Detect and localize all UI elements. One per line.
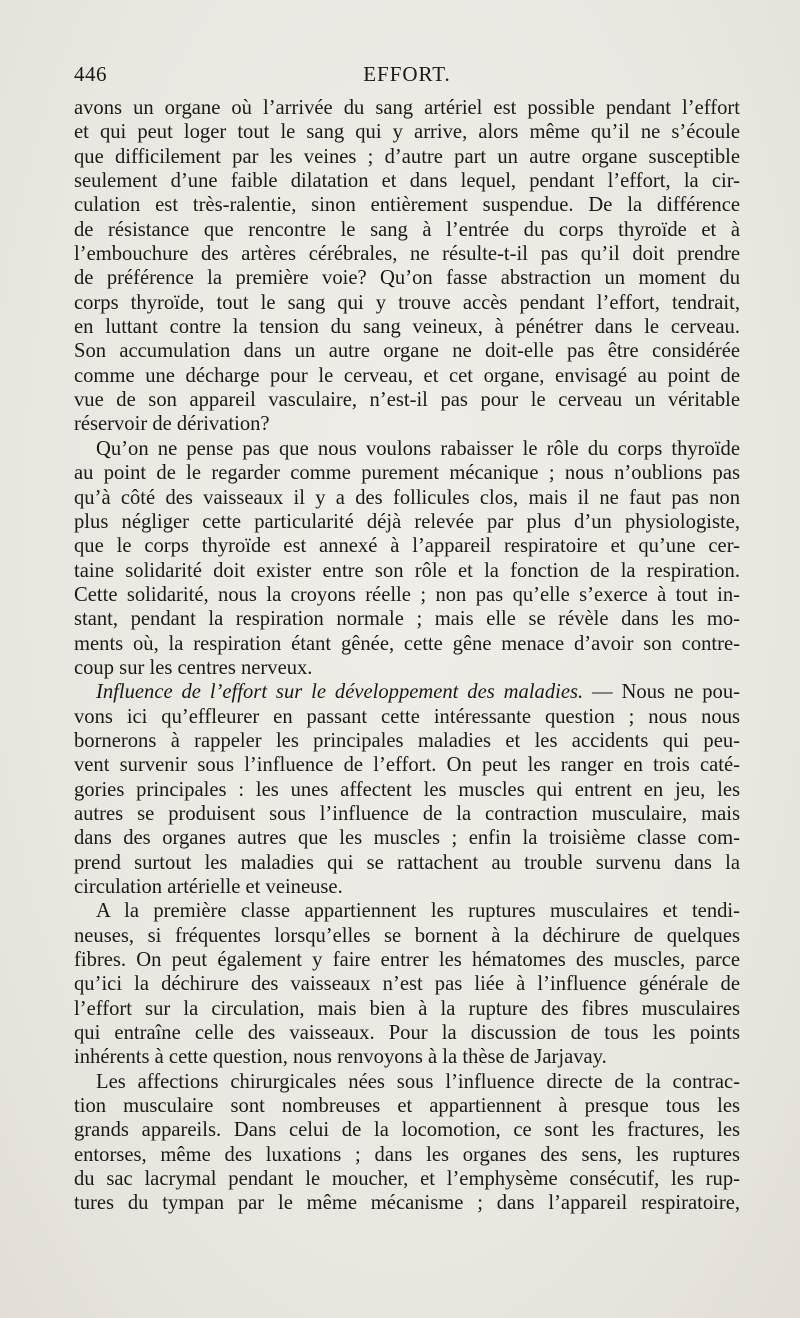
body-text <box>74 96 740 1216</box>
text-line: A la première classe appartiennent les ruptures musculaires et tendi- <box>96 900 740 923</box>
text-line: en luttant contre la tension du sang veineux, à pénétrer dans le cerveau. <box>74 316 740 339</box>
text-line: Les affections chirurgicales nées sous l’influence directe de la contrac- <box>96 1070 740 1093</box>
paragraph-3 <box>74 680 740 899</box>
text-line: du sac lacrymal pendant le moucher, et l’emphysème consécutif, les rup- <box>74 1168 740 1191</box>
text-line: tion musculaire sont nombreuses et appartiennent à presque tous les <box>74 1095 740 1118</box>
paragraph-1 <box>74 96 740 437</box>
running-title: EFFORT. <box>363 62 451 86</box>
text-line: tures du tympan par le même mécanisme ; dans l’appareil respiratoire, <box>74 1192 740 1215</box>
text-line: que difficilement par les veines ; d’autre part un autre organe susceptible <box>74 145 740 168</box>
text-line: culation est très-ralentie, sinon entièrement suspendue. De la différence <box>74 194 740 217</box>
page-number: 446 <box>74 62 107 86</box>
text-line: Cette solidarité, nous la croyons réelle ; non pas qu’elle s’exerce à tout in- <box>74 583 740 606</box>
text-line: seulement d’une faible dilatation et dans lequel, pendant l’effort, la cir- <box>74 170 740 193</box>
text-line: circulation artérielle et veineuse. <box>74 876 343 898</box>
text-line: qui entraîne celle des vaisseaux. Pour la discussion de tous les points <box>74 1022 740 1045</box>
text-line: ments où, la respiration étant gênée, cette gêne menace d’avoir son contre- <box>74 632 740 655</box>
text-line: Qu’on ne pense pas que nous voulons rabaisser le rôle du corps thyroïde <box>96 437 740 460</box>
text-line: vons ici qu’effleurer en passant cette intéressante question ; nous nous <box>74 705 740 728</box>
section-heading: Influence de l’effort sur le développement des maladies. <box>96 681 584 704</box>
text-line: l’effort sur la circulation, mais bien à la rupture des fibres musculaires <box>74 997 740 1020</box>
text-line: et qui peut loger tout le sang qui y arrive, alors même qu’il ne s’écoule <box>74 121 740 144</box>
text-line: Son accumulation dans un autre organe ne doit-elle pas être considérée <box>74 340 740 363</box>
text-line: au point de le regarder comme purement mécanique ; nous n’oublions pas <box>74 462 740 485</box>
paragraph-4 <box>74 899 740 1069</box>
text-line: de résistance que rencontre le sang à l’entrée du corps thyroïde et à <box>74 218 740 241</box>
text-line: vent survenir sous l’influence de l’effort. On peut les ranger en trois caté- <box>74 754 740 777</box>
heading-rest: — Nous ne pou- <box>583 681 740 704</box>
text-line: bornerons à rappeler les principales maladies et les accidents qui peu- <box>74 729 740 752</box>
text-line: qu’à côté des vaisseaux il y a des follicules clos, mais il ne faut pas non <box>74 486 740 509</box>
paragraph-5 <box>74 1070 740 1216</box>
page-header <box>74 60 740 90</box>
text-line: avons un organe où l’arrivée du sang artériel est possible pendant l’effort <box>74 97 740 119</box>
text-line: corps thyroïde, tout le sang qui y trouve accès pendant l’effort, tendrait, <box>74 291 740 314</box>
text-line: entorses, même des luxations ; dans les organes des sens, les ruptures <box>74 1143 740 1166</box>
text-line: neuses, si fréquentes lorsqu’elles se bornent à la déchirure de quelques <box>74 924 740 947</box>
text-line: que le corps thyroïde est annexé à l’appareil respiratoire et qu’une cer- <box>74 535 740 558</box>
text-line: plus négliger cette particularité déjà relevée par plus d’un physiologiste, <box>74 510 740 533</box>
text-line: prend surtout les maladies qui se rattachent au trouble survenu dans la <box>74 851 740 874</box>
text-line: grands appareils. Dans celui de la locomotion, ce sont les fractures, les <box>74 1119 740 1142</box>
text-line: réservoir de dérivation? <box>74 413 270 436</box>
text-line: l’embouchure des artères cérébrales, ne résulte-t-il pas qu’il doit prendre <box>74 243 740 266</box>
paragraph-2 <box>74 437 740 680</box>
text-line: taine solidarité doit exister entre son rôle et la fonction de la respiration. <box>74 559 740 582</box>
text-line: qu’ici la déchirure des vaisseaux n’est pas liée à l’influence générale de <box>74 973 740 996</box>
text-line: inhérents à cette question, nous renvoyons à la thèse de Jarjavay. <box>74 1046 607 1069</box>
text-line: autres se produisent sous l’influence de la contraction musculaire, mais <box>74 802 740 825</box>
text-line: coup sur les centres nerveux. <box>74 656 313 679</box>
text-line: gories principales : les unes affectent les muscles qui entrent en jeu, les <box>74 778 740 801</box>
text-line: stant, pendant la respiration normale ; mais elle se révèle dans les mo- <box>74 608 740 631</box>
text-line: fibres. On peut également y faire entrer les hématomes des muscles, parce <box>74 949 740 972</box>
text-line <box>74 680 740 704</box>
text-line: comme une décharge pour le cerveau, et cet organe, envisagé au point de <box>74 364 740 387</box>
text-line: vue de son appareil vasculaire, n’est-il pas pour le cerveau un véritable <box>74 389 740 412</box>
text-line: de préférence la première voie? Qu’on fasse abstraction un moment du <box>74 267 740 290</box>
text-line: dans des organes autres que les muscles ; enfin la troisième classe com- <box>74 827 740 850</box>
